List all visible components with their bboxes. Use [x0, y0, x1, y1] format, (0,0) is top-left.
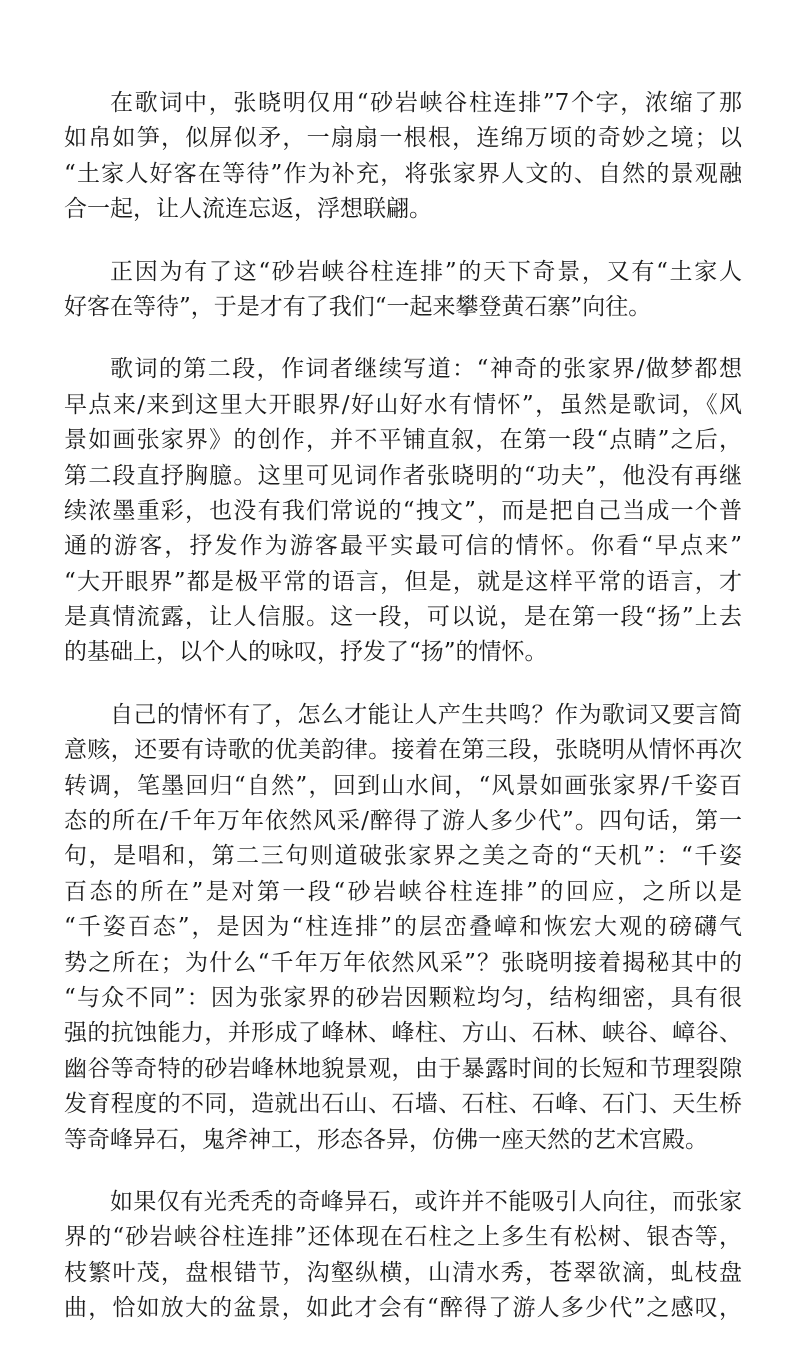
paragraph	[64, 698, 742, 1158]
text-line: 好客在等待”，于是才有了我们“一起来攀登黄石寨”向往。	[64, 293, 652, 320]
text-line: 在歌词中，张晓明仅用“砂岩峡谷柱连排”7个字，浓缩了那	[110, 90, 742, 116]
text-line: 早点来/来到这里大开眼界/好山好水有情怀”，虽然是歌词，《风	[64, 391, 742, 418]
text-line: 等奇峰异石，鬼斧神工，形态各异，仿佛一座天然的艺术宫殿。	[64, 1126, 708, 1153]
text-line: 续浓墨重彩，也没有我们常说的“拽文”，而是把自己当成一个普	[64, 497, 742, 524]
text-line: 势之所在；为什么“千年万年依然风采”？张晓明接着揭秘其中的	[64, 949, 742, 976]
text-line: 的基础上，以个人的咏叹，抒发了“扬”的情怀。	[64, 639, 548, 666]
text-line: 景如画张家界》的创作，并不平铺直叙，在第一段“点睛”之后，	[64, 427, 742, 454]
paragraph	[64, 352, 742, 671]
text-line: “千姿百态”，是因为“柱连排”的层峦叠嶂和恢宏大观的磅礴气	[64, 914, 742, 941]
text-line: 幽谷等奇特的砂岩峰林地貌景观，由于暴露时间的长短和节理裂隙	[64, 1055, 742, 1082]
text-line: 发育程度的不同，造就出石山、石墙、石柱、石峰、石门、天生桥	[64, 1091, 742, 1118]
text-line: 曲，恰如放大的盆景，如此才会有“醉得了游人多少代”之感叹，	[64, 1295, 742, 1322]
paragraph	[64, 1185, 742, 1327]
text-line: “大开眼界”都是极平常的语言，但是，就是这样平常的语言，才	[64, 568, 742, 595]
text-line: 意赅，还要有诗歌的优美韵律。接着在第三段，张晓明从情怀再次	[64, 737, 742, 764]
text-line: 界的“砂岩峡谷柱连排”还体现在石柱之上多生有松树、银杏等，	[64, 1224, 742, 1251]
text-line: 如帛如笋，似屏似矛，一扇扇一根根，连绵万顷的奇妙之境；以	[64, 125, 742, 152]
text-line: 强的抗蚀能力，并形成了峰林、峰柱、方山、石林、峡谷、嶂谷、	[64, 1020, 742, 1047]
text-line: 第二段直抒胸臆。这里可见词作者张晓明的“功夫”，他没有再继	[64, 462, 742, 489]
text-line: 如果仅有光秃秃的奇峰异石，或许并不能吸引人向往，而张家	[110, 1188, 742, 1215]
text-line: “土家人好客在等待”作为补充，将张家界人文的、自然的景观融	[64, 160, 742, 187]
text-line: 枝繁叶茂，盘根错节，沟壑纵横，山清水秀，苍翠欲滴，虬枝盘	[64, 1259, 742, 1286]
text-line: 通的游客，抒发作为游客最平实最可信的情怀。你看“早点来”	[64, 533, 742, 560]
text-line: 歌词的第二段，作词者继续写道：“神奇的张家界/做梦都想	[110, 356, 742, 383]
paragraph	[64, 255, 742, 326]
text-line: 百态的所在”是对第一段“砂岩峡谷柱连排”的回应，之所以是	[64, 878, 742, 905]
document-page	[64, 86, 742, 1354]
paragraph	[64, 86, 742, 228]
text-line: “与众不同”：因为张家界的砂岩因颗粒均匀，结构细密，具有很	[64, 984, 742, 1011]
text-line: 正因为有了这“砂岩峡谷柱连排”的天下奇景，又有“土家人	[110, 258, 742, 285]
text-line: 合一起，让人流连忘返，浮想联翩。	[64, 196, 432, 223]
text-line: 是真情流露，让人信服。这一段，可以说，是在第一段“扬”上去	[64, 604, 742, 631]
text-line: 句，是唱和，第二三句则道破张家界之美之奇的“天机”：“千姿	[64, 843, 742, 870]
text-line: 转调，笔墨回归“自然”，回到山水间，“风景如画张家界/千姿百	[64, 772, 742, 799]
text-line: 自己的情怀有了，怎么才能让人产生共鸣？作为歌词又要言简	[110, 701, 742, 728]
text-line: 态的所在/千年万年依然风采/醉得了游人多少代”。四句话，第一	[64, 808, 742, 835]
